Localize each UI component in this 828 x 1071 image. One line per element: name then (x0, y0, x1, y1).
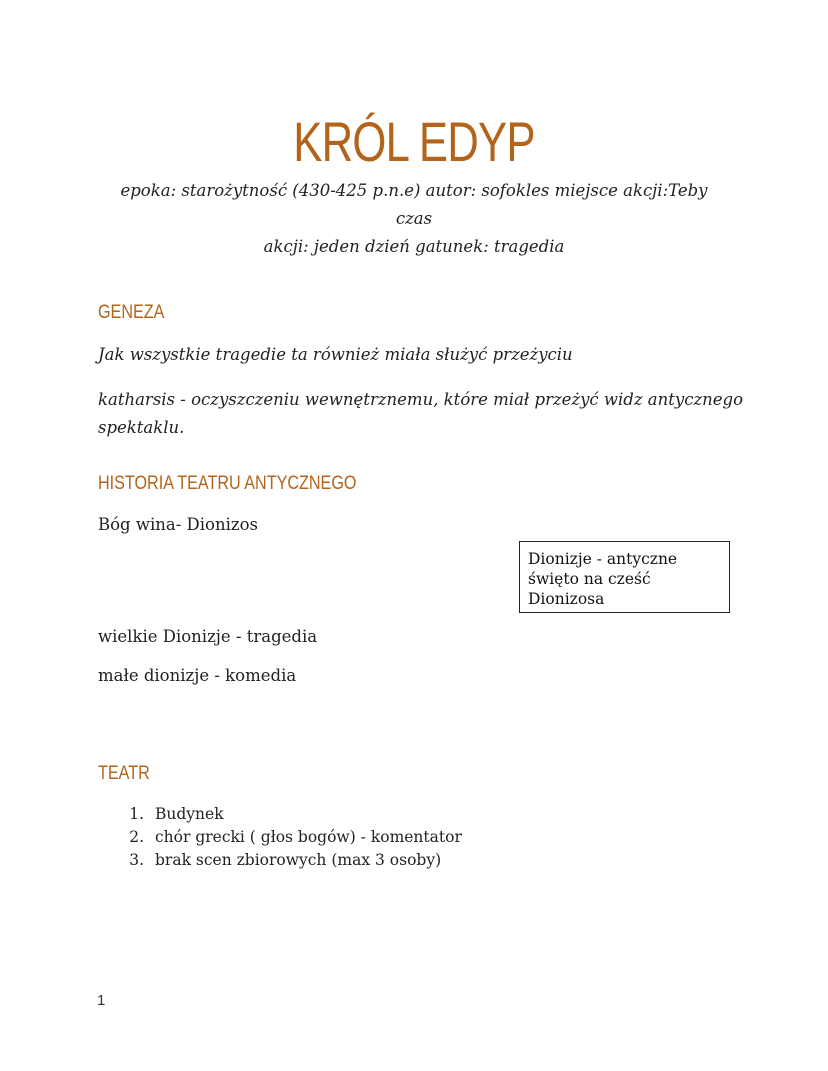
note-box (519, 541, 730, 613)
section-heading-teatr: TEATR (98, 763, 150, 784)
historia-line: wielkie Dionizje - tragedia (98, 627, 318, 646)
list-text: chór grecki ( głos bogów) - komentator (155, 828, 462, 846)
list-item (98, 826, 462, 849)
section-heading-geneza: GENEZA (98, 302, 165, 323)
geneza-paragraph (98, 386, 743, 442)
note-line: święto na cześć (528, 570, 651, 588)
historia-line: Bóg wina- Dionizos (98, 515, 258, 534)
note-line: Dionizosa (528, 590, 605, 608)
list-item (98, 803, 462, 826)
subtitle-line: epoka: starożytność (430-425 p.n.e) autor: sofokles miejsce akcji:Teby czas (120, 181, 708, 228)
teatr-list (98, 803, 462, 872)
geneza-paragraph: Jak wszystkie tragedie ta również miała służyć przeżyciu (98, 345, 573, 364)
list-item (98, 849, 462, 872)
document-title: KRÓL EDYP (293, 110, 535, 173)
list-text: brak scen zbiorowych (max 3 osoby) (155, 851, 442, 869)
note-line: Dionizje - antyczne (528, 550, 678, 568)
paragraph-line: spektaklu. (98, 418, 185, 437)
paragraph-line: katharsis - oczyszczeniu wewnętrznemu, które miał przeżyć widz antycznego (98, 390, 744, 409)
list-number: 2. (129, 828, 144, 846)
document-subtitle (100, 177, 728, 261)
list-number: 3. (129, 851, 144, 869)
list-number: 1. (129, 805, 144, 823)
subtitle-line: akcji: jeden dzień gatunek: tragedia (263, 237, 565, 256)
list-text: Budynek (155, 805, 224, 823)
historia-line: małe dionizje - komedia (98, 666, 297, 685)
section-heading-historia: HISTORIA TEATRU ANTYCZNEGO (98, 473, 357, 494)
page-number: 1 (97, 992, 106, 1009)
